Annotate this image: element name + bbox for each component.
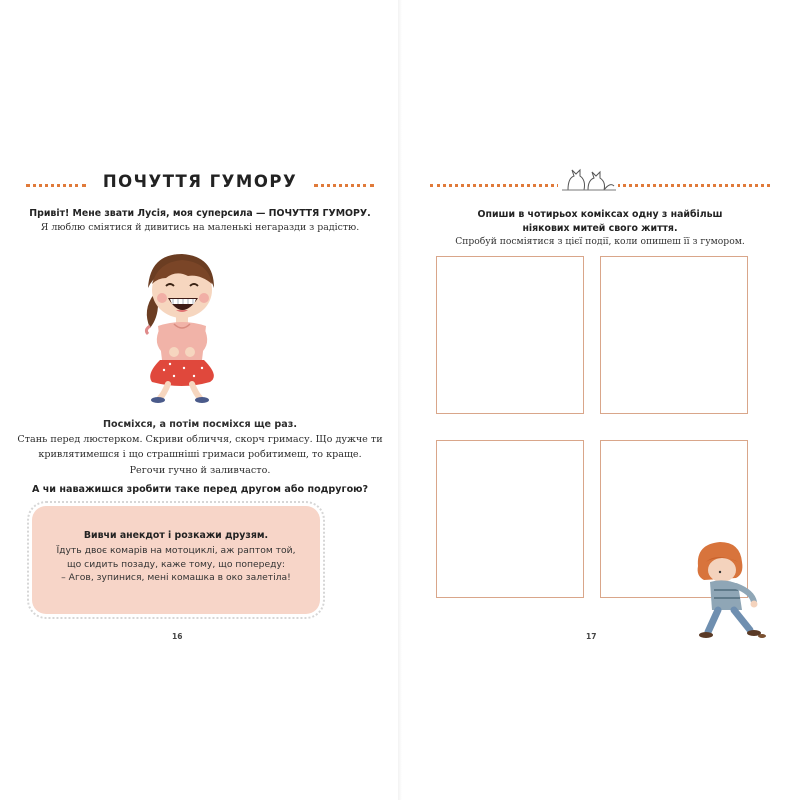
comic-panel-1[interactable] (436, 256, 584, 414)
joke-box (32, 506, 320, 614)
question-text: А чи наважишся зробити таке перед другом або подругою? (31, 484, 369, 495)
page-number-right: 17 (586, 632, 597, 641)
laughing-girl-illustration (130, 248, 230, 404)
joke-text (42, 544, 310, 585)
page-title: ПОЧУТТЯ ГУМОРУ (102, 172, 298, 191)
body-line: Стань перед люстерком. Скриви обличчя, скорч гримасу. Що дужче ти (17, 434, 383, 446)
intro-bold-text: Привіт! Мене звати Лусія, моя суперсила — ПОЧУТТЯ ГУМОРУ. (29, 208, 371, 219)
stepping-boy-illustration (692, 540, 772, 640)
joke-line: Їдуть двоє комарів на мотоциклі, аж раптом той, (56, 545, 296, 556)
task-text: Спробуй посміятися з цієї події, коли опишеш її з гумором. (455, 236, 745, 247)
joke-title: Вивчи анекдот і розкажи друзям. (83, 530, 269, 541)
task-line: ніякових митей свого життя. (522, 223, 678, 234)
body-text (14, 417, 386, 478)
task-heading (430, 208, 770, 236)
title-row (26, 172, 374, 198)
comic-panel-2[interactable] (600, 256, 748, 414)
page-number-left: 16 (172, 632, 183, 641)
right-page (400, 0, 800, 800)
comic-panel-3[interactable] (436, 440, 584, 598)
task-line: Опиши в чотирьох коміксах одну з найбільш (477, 209, 723, 220)
title-dots-right (314, 184, 374, 187)
body-line: Регочи гучно й заливчасто. (129, 464, 271, 476)
body-line: кривлятимешся і що страшніші гримаси робитимеш, то краще. (38, 449, 362, 461)
cats-icon (558, 160, 618, 194)
intro-text: Я люблю сміятися й дивитись на маленькі негаразди з радістю. (40, 222, 360, 233)
joke-line: що сидить позаду, каже тому, що попереду: (66, 558, 286, 570)
body-bold-line: Посміхся, а потім посміхся ще раз. (103, 419, 297, 430)
title-dots-left (26, 184, 86, 187)
joke-line: – Агов, зупинися, мені комашка в око залетіла! (61, 572, 291, 584)
